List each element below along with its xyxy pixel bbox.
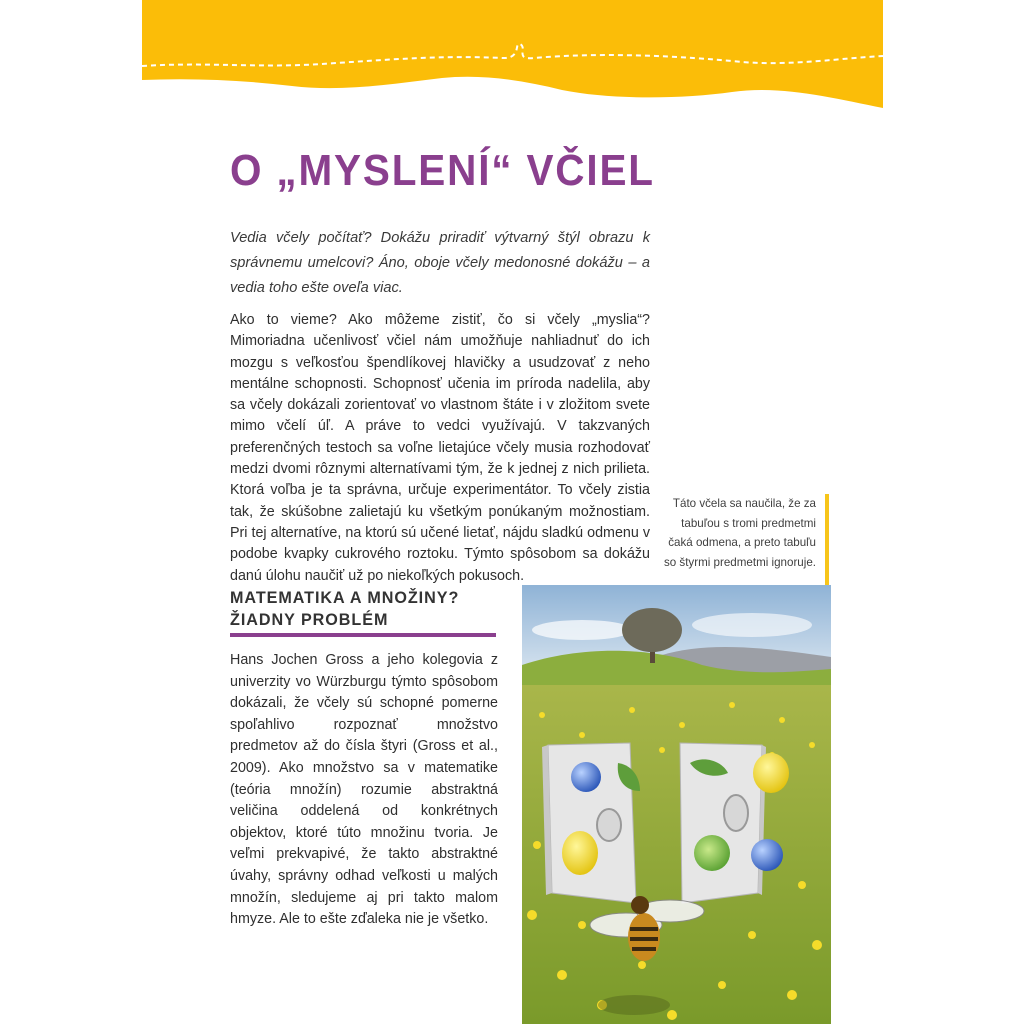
page-title: O „MYSLENÍ“ VČIEL — [230, 146, 655, 195]
lemon-icon — [562, 831, 598, 875]
subheading-line-1: MATEMATIKA A MNOŽINY? — [230, 588, 460, 607]
blue-ball-icon — [571, 762, 601, 792]
photo-caption: Táto včela sa naučila, že za tabuľou s tromi predmetmi čaká odmena, a preto tabuľu so štyrmi predmetmi ignoruje. — [663, 497, 816, 569]
bee-experiment-photo — [522, 585, 831, 1024]
apple-icon — [694, 835, 730, 871]
lemon-icon — [753, 753, 789, 793]
body-paragraph-1: Ako to vieme? Ako môžeme zistiť, čo si včely „myslia“? Mimoriadna učenlivosť včiel nám umožňuje nahliadnuť do ich mozgu s veľkosťou špendlíkovej hlavičky a usudzovať z neho mentálne schopnosti. Schopnosť učenia im príroda nadelila, aby sa včely dokázali zorientovať vo vlastnom štáte i v zložitom svete mimo včelí úľ. A práve to vedci využívajú. V takzvaných preferenčných testoch sa voľne lietajúce včely musia rozhodovať medzi dvomi rôznymi alternatívami tým, že k jednej z nich prilieta. Ktorá voľba je ta správna, určuje experimentátor. To včely zistia tak, že skúšobne zalietajú ku všetkým ponúkaným možnostiam. Pri tej alternatíve, na ktorú sú učené lietať, nájdu sladkú odmenu v podobe kvapky cukrového roztoku. Týmto spôsobom sa dokážu danú úlohu naučiť už po niekoľkých pokusoch. — [230, 312, 650, 584]
body-paragraph-2: Hans Jochen Gross a jeho kolegovia z univerzity vo Würzburgu týmto spôsobom dokázali, že včely sú schopné pomerne spoľahlivo rozpoznať množstvo predmetov až do čísla štyri (Gross et al., 2009). Ako množstvo sa v matematike (teória množín) rozumie abstraktná veličina oddelená od konkrétnych objektov, ktoré túto množinu tvoria. Je veľmi prekvapivé, že takto abstraktné úvahy, správny odhad veľkosti u malých množín, sledujeme aj pri takto malom hmyze. Ale to ešte zďaleka nie je všetko. — [230, 652, 498, 928]
subheading-rule — [230, 633, 496, 637]
intro-paragraph: Vedia včely počítať? Dokážu priradiť výtvarný štýl obrazu k správnemu umelcovi? Áno, oboje včely medonosné dokážu – a vedia toho ešte oveľa viac. — [230, 230, 650, 296]
subheading-line-2: ŽIADNY PROBLÉM — [230, 610, 389, 629]
blue-ball-icon — [751, 839, 783, 871]
page-header-banner — [142, 0, 980, 112]
header-wave-shape — [142, 0, 883, 112]
section-subheading — [230, 587, 483, 631]
meadow-illustration — [522, 585, 831, 1024]
page-number: 31 — [960, 42, 980, 61]
